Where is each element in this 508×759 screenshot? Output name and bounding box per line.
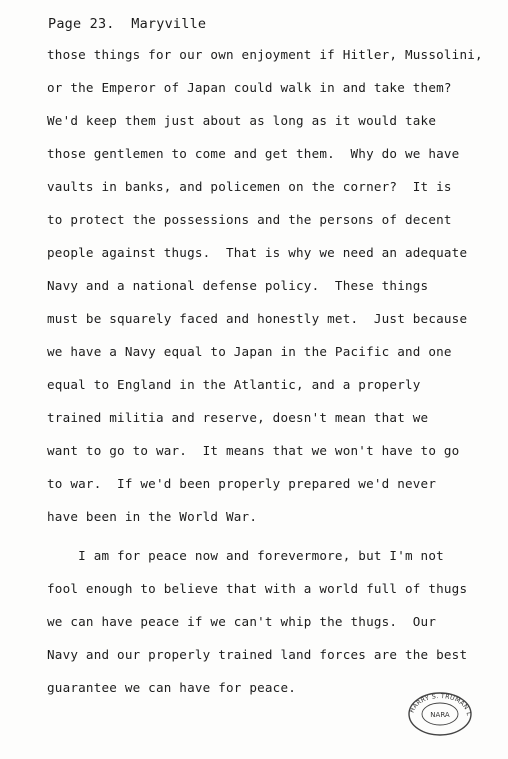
page-header (48, 16, 206, 32)
text-line: those gentlemen to come and get them. Why do we have (47, 146, 460, 161)
text-line: We'd keep them just about as long as it would take (47, 113, 437, 128)
svg-text:NARA: NARA (430, 711, 450, 719)
text-line: vaults in banks, and policemen on the corner? It is (47, 179, 452, 194)
page-number: Page 23. (48, 16, 115, 32)
text-line: guarantee we can have for peace. (47, 680, 297, 695)
text-line: or the Emperor of Japan could walk in and take them? (47, 80, 452, 95)
header-place: Maryville (131, 16, 207, 32)
text-line: we have a Navy equal to Japan in the Pacific and one (47, 344, 452, 359)
text-line: Navy and our properly trained land forces are the best (47, 647, 468, 662)
text-line: people against thugs. That is why we need an adequate (47, 245, 468, 260)
text-line: to war. If we'd been properly prepared we'd never (47, 476, 437, 491)
text-line: want to go to war. It means that we won't have to go (47, 443, 460, 458)
text-line: Navy and a national defense policy. These things (47, 278, 429, 293)
text-line: have been in the World War. (47, 509, 258, 524)
library-stamp-seal (405, 690, 475, 738)
text-line: to protect the possessions and the persons of decent (47, 212, 452, 227)
text-line: equal to England in the Atlantic, and a properly (47, 377, 421, 392)
library-stamp (405, 690, 475, 738)
text-line: trained militia and reserve, doesn't mean that we (47, 410, 429, 425)
text-line: those things for our own enjoyment if Hitler, Mussolini, (47, 47, 483, 62)
svg-text:HARRY S. TRUMAN LIBRARY: HARRY S. TRUMAN L (408, 692, 473, 717)
text-line: I am for peace now and forevermore, but I'm not (47, 548, 444, 563)
text-line: must be squarely faced and honestly met. Just because (47, 311, 468, 326)
text-line: fool enough to believe that with a world full of thugs (47, 581, 468, 596)
text-line: we can have peace if we can't whip the thugs. Our (47, 614, 437, 629)
